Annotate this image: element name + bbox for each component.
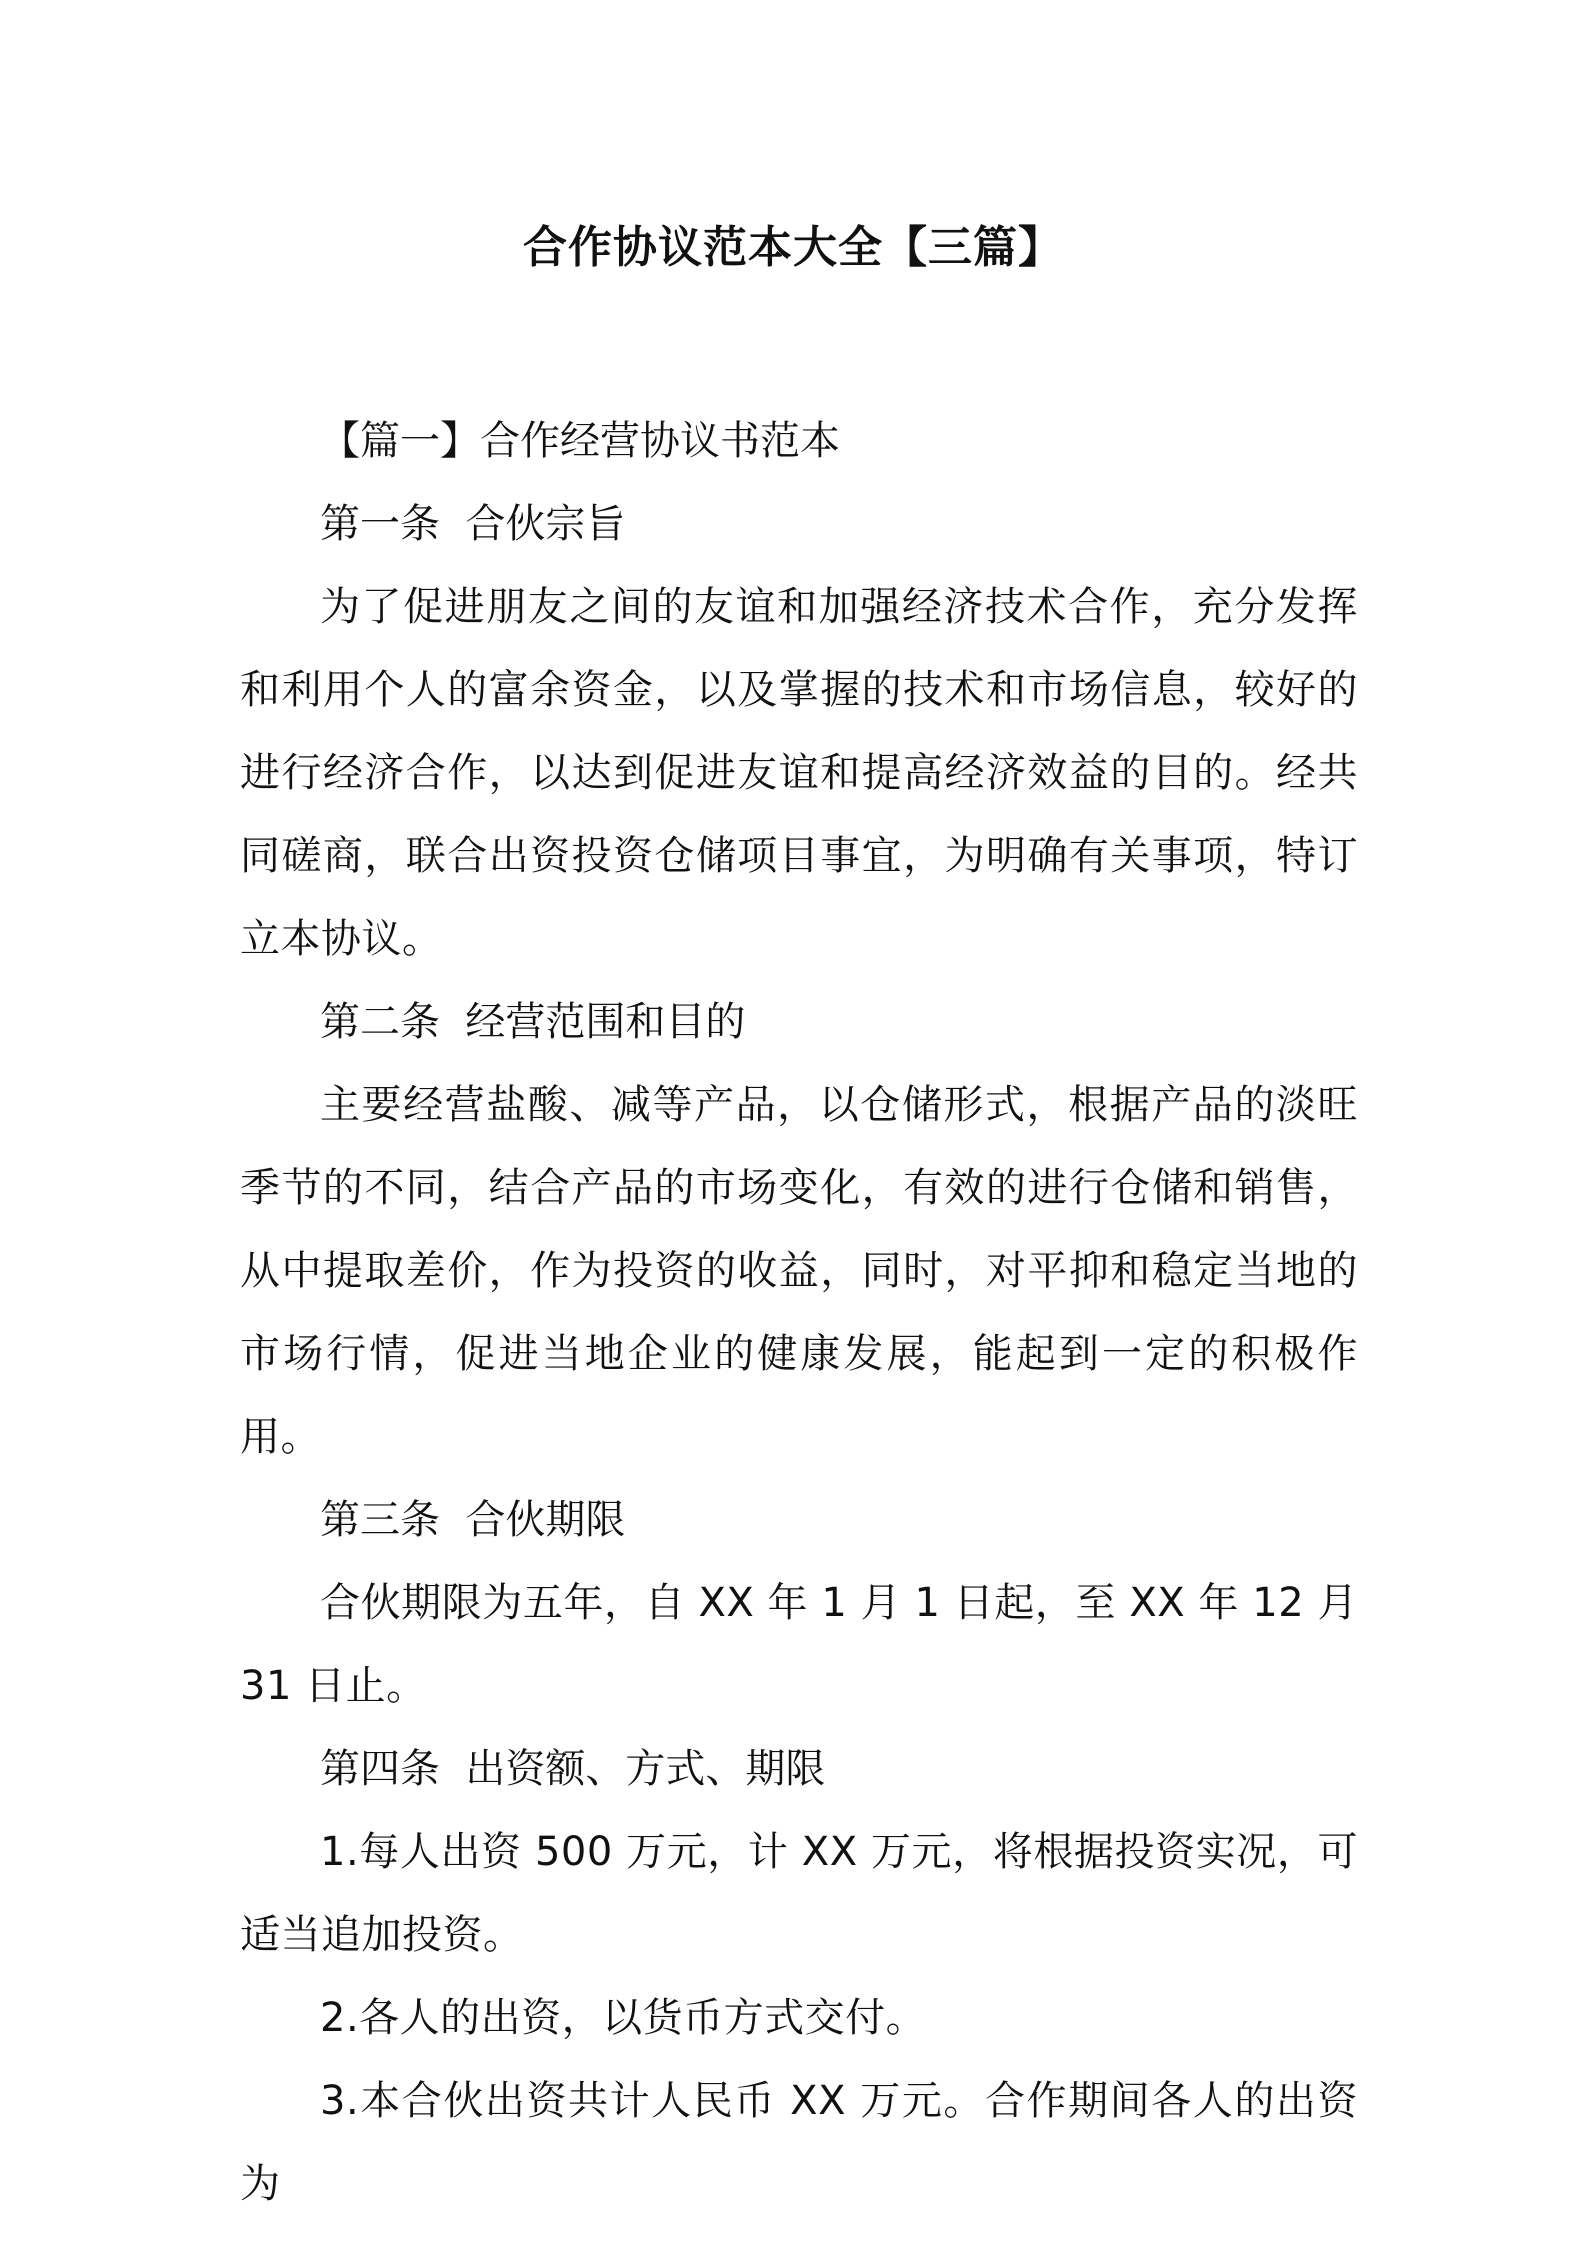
article-paragraph: 合伙期限为五年，自 XX 年 1 月 1 日起，至 XX 年 12 月 31 日止。 bbox=[240, 1580, 1358, 1709]
article-paragraph: 1.每人出资 500 万元，计 XX 万元，将根据投资实况，可适当追加投资。 bbox=[240, 1829, 1358, 1958]
article-heading: 第三条 合伙期限 bbox=[320, 1497, 626, 1543]
article-paragraph: 为了促进朋友之间的友谊和加强经济技术合作，充分发挥和利用个人的富余资金，以及掌握的技术和市场信息，较好的进行经济合作，以达到促进友谊和提高经济效益的目的。经共同磋商，联合出资投资仓储项目事宜，为明确有关事项，特订立本协议。 bbox=[240, 584, 1358, 962]
part-heading: 【篇一】合作经营协议书范本 bbox=[320, 418, 840, 464]
article-heading: 第二条 经营范围和目的 bbox=[320, 999, 746, 1045]
article-paragraph: 3.本合伙出资共计人民币 XX 万元。合作期间各人的出资为 bbox=[240, 2078, 1358, 2207]
document-title: 合作协议范本大全【三篇】 bbox=[523, 222, 1063, 273]
article-heading: 第四条 出资额、方式、期限 bbox=[320, 1746, 826, 1792]
document-body bbox=[240, 400, 1358, 2226]
article-paragraph: 主要经营盐酸、减等产品，以仓储形式，根据产品的淡旺季节的不同，结合产品的市场变化，有效的进行仓储和销售，从中提取差价，作为投资的收益，同时，对平抑和稳定当地的市场行情，促进当地企业的健康发展，能起到一定的积极作用。 bbox=[240, 1082, 1358, 1460]
article-paragraph: 2.各人的出资，以货币方式交付。 bbox=[320, 1995, 927, 2041]
article-heading: 第一条 合伙宗旨 bbox=[320, 501, 626, 547]
